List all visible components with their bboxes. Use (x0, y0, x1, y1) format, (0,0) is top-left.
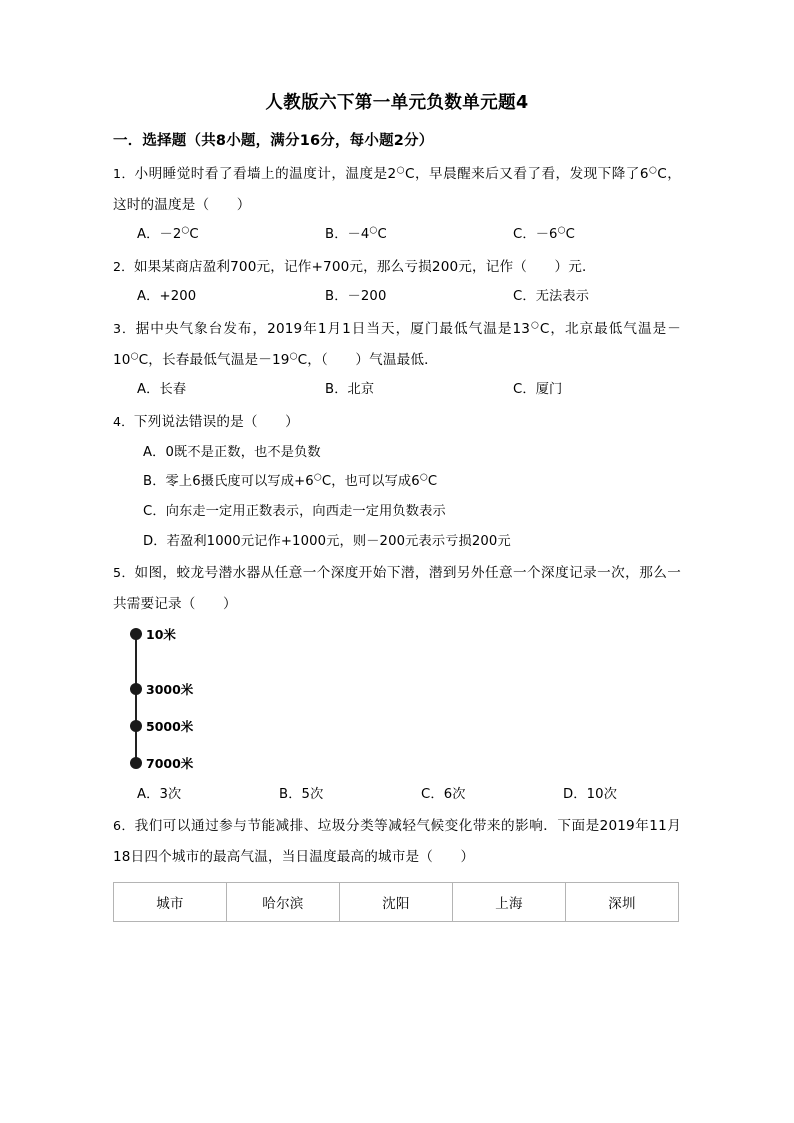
question-2-option-a[interactable]: A．+200 (137, 289, 197, 305)
question-1-text (113, 159, 681, 220)
depth-node-2-label: 3000米 (146, 681, 194, 697)
question-2-option-c[interactable]: C．无法表示 (513, 289, 590, 305)
question-4-option-d[interactable]: D．若盈利1000元记作+1000元，则－200元表示亏损200元 (143, 533, 511, 549)
question-4-body: 下列说法错误的是（ ） (133, 414, 299, 431)
question-2-options (113, 282, 681, 312)
question-4 (113, 407, 681, 556)
question-2-option-b[interactable]: B．－200 (325, 289, 387, 305)
question-4-text (113, 407, 681, 438)
question-4-options (113, 438, 681, 557)
question-3-option-b[interactable]: B．北京 (325, 382, 375, 398)
question-5-option-d[interactable]: D．10次 (563, 786, 618, 802)
question-2-number: 2． (113, 258, 134, 274)
question-5-number: 5． (113, 565, 135, 581)
question-5-option-a[interactable]: A．3次 (137, 786, 182, 802)
question-1-option-b[interactable]: B．－4○C (325, 225, 387, 243)
question-5-option-b[interactable]: B．5次 (279, 786, 324, 802)
question-6-text (113, 811, 681, 872)
depth-node-4-label: 7000米 (146, 755, 194, 771)
question-1-option-a[interactable]: A．－2○C (137, 225, 199, 243)
question-1-options (113, 220, 681, 250)
question-3 (113, 314, 681, 405)
question-4-number: 4． (113, 414, 134, 430)
table-cell-city-3: 上海 (453, 883, 566, 922)
question-1-body: 小明睡觉时看了看墙上的温度计，温度是2○C，早晨醒来后又看了看，发现下降了6○C，这时的温度是（ ） (113, 165, 681, 213)
question-4-option-a[interactable]: A．0既不是正数，也不是负数 (143, 444, 321, 460)
question-3-option-c[interactable]: C．厦门 (513, 382, 563, 398)
city-temperature-table (113, 882, 679, 922)
depth-node-1-label: 10米 (146, 626, 176, 642)
question-3-number: 3． (113, 321, 136, 337)
question-3-options (113, 375, 681, 405)
table-cell-label: 城市 (114, 883, 227, 922)
depth-node-4 (130, 757, 142, 769)
depth-axis-line (135, 634, 137, 764)
question-5-option-c[interactable]: C．6次 (421, 786, 466, 802)
question-5 (113, 558, 681, 809)
question-1 (113, 159, 681, 250)
page-content (113, 92, 681, 924)
question-5-options (113, 780, 681, 810)
question-2-body: 如果某商店盈利700元，记作+700元，那么亏损200元，记作（ ）元． (133, 258, 596, 275)
page-title: 人教版六下第一单元负数单元题4 (265, 93, 529, 113)
table-cell-city-1: 哈尔滨 (227, 883, 340, 922)
question-2-text (113, 252, 681, 283)
question-4-option-c[interactable]: C．向东走一定用正数表示，向西走一定用负数表示 (143, 504, 446, 520)
question-3-text (113, 314, 681, 375)
question-5-text (113, 558, 681, 619)
question-3-option-a[interactable]: A．长春 (137, 382, 187, 398)
depth-scale-figure (113, 626, 681, 778)
depth-node-3-label: 5000米 (146, 718, 194, 734)
depth-node-1 (130, 628, 142, 640)
question-4-option-b[interactable]: B．零上6摄氏度可以写成+6○C，也可以写成6○C (143, 472, 438, 490)
question-6 (113, 811, 681, 922)
question-6-number: 6． (113, 818, 135, 834)
section-header: 一．选择题（共8小题，满分16分，每小题2分） (113, 132, 434, 149)
question-1-number: 1． (113, 166, 135, 182)
question-3-body: 据中央气象台发布，2019年1月1日当天，厦门最低气温是13○C，北京最低气温是－10○C，长春最低气温是－19○C，（ ）气温最低． (113, 320, 681, 368)
question-2 (113, 252, 681, 312)
question-6-body: 我们可以通过参与节能减排、垃圾分类等减轻气候变化带来的影响．下面是2019年11月18日四个城市的最高气温，当日温度最高的城市是（ ） (113, 818, 681, 865)
table-row (114, 883, 679, 922)
question-1-option-c[interactable]: C．－6○C (513, 225, 575, 243)
table-cell-city-2: 沈阳 (340, 883, 453, 922)
depth-node-2 (130, 683, 142, 695)
table-cell-city-4: 深圳 (566, 883, 679, 922)
question-5-body: 如图，蛟龙号潜水器从任意一个深度开始下潜，潜到另外任意一个深度记录一次，那么一共需要记录（ ） (113, 565, 681, 613)
depth-node-3 (130, 720, 142, 732)
